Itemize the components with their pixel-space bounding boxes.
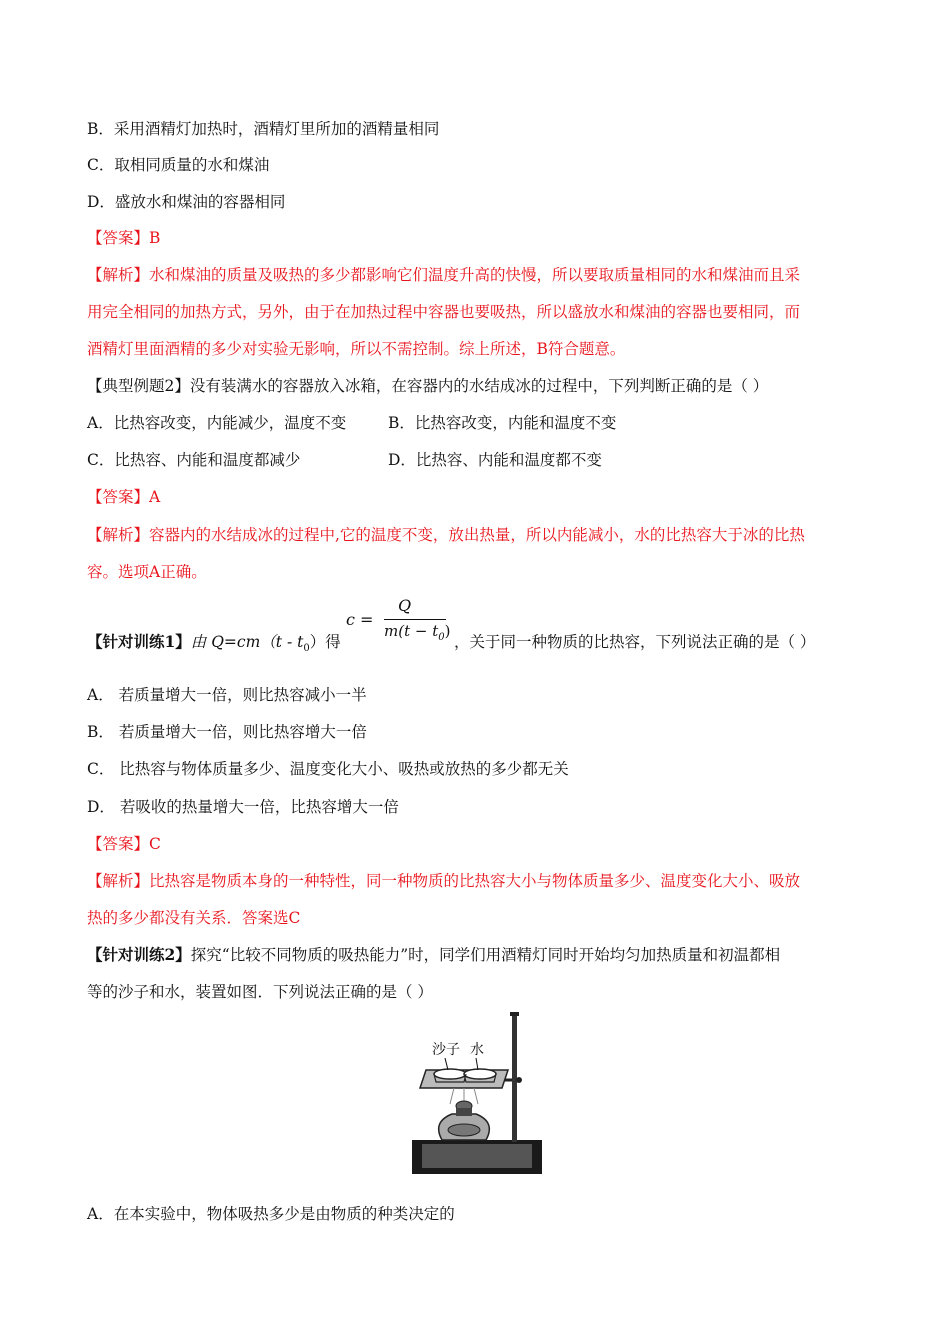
fraction-bar [384,619,446,620]
q2-option-row2 [87,450,602,470]
t1-text-after: ，关于同一种物质的比热容，下列说法正确的是（ ） [454,633,816,651]
q2-analysis-line2: 容。选项A正确。 [87,563,207,581]
q1-option-d: D．盛放水和煤油的容器相同 [87,193,286,211]
t1-label: 【针对训练1】 [87,632,191,651]
t2-option-a: A．在本实验中，物体吸热多少是由物质的种类决定的 [87,1205,455,1223]
t1-title-line: 【针对训练1】由 $Q=cm(t - t_0)$得 ，关于同一种物质的比热容，下列说法正确的是（ ） [87,632,816,655]
q1-analysis-line3: 酒精灯里面酒精的多少对实验无影响，所以不需控制。综上所述，B符合题意。 [87,340,626,358]
q2-option-d: D．比热容、内能和温度都不变 [388,451,602,469]
t1-option-b: B． 若质量增大一倍，则比热容增大一倍 [87,723,367,741]
figure-label-water: 水 [470,1041,484,1057]
q1-option-c: C．取相同质量的水和煤油 [87,156,270,174]
t1-analysis-line1: 【解析】比热容是物质本身的一种特性，同一种物质的比热容大小与物体质量多少、温度变化大小、吸放 [87,872,801,890]
q1-answer: 【答案】B [87,229,161,247]
q2-option-row1 [87,413,617,433]
t1-text-pre: 由 Q=cm（t - t [190,633,304,651]
q1-analysis-line2: 用完全相同的加热方式，另外，由于在加热过程中容器也要吸热，所以盛放水和煤油的容器也要相同，而 [87,303,801,321]
q1-analysis-line1: 【解析】水和煤油的质量及吸热的多少都影响它们温度升高的快慢，所以要取质量相同的水和煤油而且采 [87,266,801,284]
q2-answer: 【答案】A [87,488,161,506]
q2-analysis-line1: 【解析】容器内的水结成冰的过程中,它的温度不变，放出热量，所以内能减小，水的比热容大于冰的比热 [87,526,805,544]
figure-label-sand: 沙子 [432,1041,460,1057]
t2-label: 【针对训练2】 [87,945,191,964]
t2-title-line1: 【针对训练2】探究“比较不同物质的吸热能力”时，同学们用酒精灯同时开始均匀加热质量和初温都相 [87,945,781,964]
specific-heat-formula [344,596,454,656]
q2-option-a: A．比热容改变，内能减少，温度不变 [87,414,347,432]
t1-option-d: D． 若吸收的热量增大一倍，比热容增大一倍 [87,798,399,816]
formula-c: c = [346,610,374,629]
t1-option-a: A． 若质量增大一倍，则比热容减小一半 [87,686,367,704]
q2-option-c: C．比热容、内能和温度都减少 [87,451,301,469]
q1-option-b: B．采用酒精灯加热时，酒精灯里所加的酒精量相同 [87,120,440,138]
formula-denominator: $m(t - t_0)$ [384,622,451,643]
heating-apparatus-figure [412,1012,542,1176]
t1-option-c: C． 比热容与物体质量多少、温度变化大小、吸热或放热的多少都无关 [87,760,569,778]
t1-analysis-line2: 热的多少都没有关系．答案选C [87,909,301,927]
q2-title: 【典型例题2】没有装满水的容器放入冰箱，在容器内的水结成冰的过程中，下列判断正确的是（ ） [87,377,769,395]
t2-title-line2: 等的沙子和水，装置如图．下列说法正确的是（ ） [87,983,433,1001]
formula-numerator: Q [398,596,412,615]
t1-answer: 【答案】C [87,835,161,853]
q2-option-b: B．比热容改变，内能和温度不变 [388,414,617,432]
